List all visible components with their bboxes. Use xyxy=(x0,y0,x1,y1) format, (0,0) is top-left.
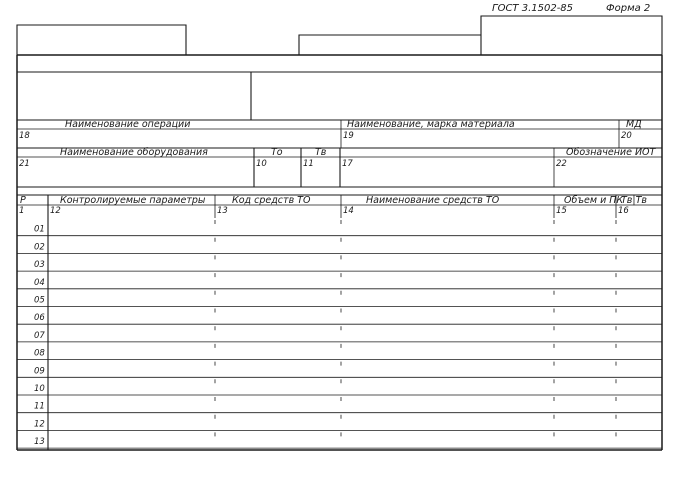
row-number: 02 xyxy=(34,242,45,253)
row-number: 01 xyxy=(34,224,45,235)
col-time-header: Тв|Тв xyxy=(621,195,648,206)
col-means-header: Наименование средств ТО xyxy=(366,195,500,206)
stamp-box-left xyxy=(17,25,186,55)
operation-name-label: Наименование операции xyxy=(65,119,191,130)
col-code-header: Код средств ТО xyxy=(232,195,311,206)
md-label: МД xyxy=(626,119,642,130)
row-number: 13 xyxy=(34,437,45,448)
row-number: 07 xyxy=(34,330,45,341)
field-22: 22 xyxy=(556,159,567,169)
stamp-box-right xyxy=(481,16,662,55)
field-18: 18 xyxy=(19,131,30,141)
field-10: 10 xyxy=(256,159,267,169)
equipment-name-label: Наименование оборудования xyxy=(60,147,208,158)
row-number: 12 xyxy=(34,419,45,430)
col-params-header: Контролируемые параметры xyxy=(60,195,206,206)
row-number: 06 xyxy=(34,313,45,324)
col-volume-header: Объем и ПК xyxy=(564,195,624,206)
row-number: 11 xyxy=(34,401,45,412)
field-21: 21 xyxy=(19,159,30,169)
row-number: 09 xyxy=(34,366,45,377)
table-body xyxy=(17,220,662,448)
field-11: 11 xyxy=(303,159,314,169)
col-num-13: 13 xyxy=(217,206,228,216)
col-num-12: 12 xyxy=(50,206,61,216)
row-number: 10 xyxy=(34,384,45,394)
col-num-14: 14 xyxy=(343,206,354,216)
standard-number: ГОСТ 3.1502-85 xyxy=(492,3,574,14)
field-17: 17 xyxy=(342,159,353,169)
iot-label: Обозначение ИОТ xyxy=(566,147,656,158)
row-number: 08 xyxy=(34,348,45,359)
col-num-15: 15 xyxy=(556,206,567,216)
to-label: То xyxy=(271,147,283,158)
col-num-16: 16 xyxy=(618,206,629,216)
form-number: Форма 2 xyxy=(606,3,651,14)
field-19: 19 xyxy=(343,131,354,141)
field-20: 20 xyxy=(621,131,632,141)
row-number: 03 xyxy=(34,260,45,271)
row-number: 05 xyxy=(34,295,45,306)
col-p-header: Р xyxy=(20,195,26,206)
row-number: 04 xyxy=(34,277,45,288)
col-num-1: 1 xyxy=(19,206,25,216)
material-name-label: Наименование, марка материала xyxy=(347,119,515,130)
tv-label: Тв xyxy=(315,147,327,158)
stamp-box-middle xyxy=(299,35,481,55)
